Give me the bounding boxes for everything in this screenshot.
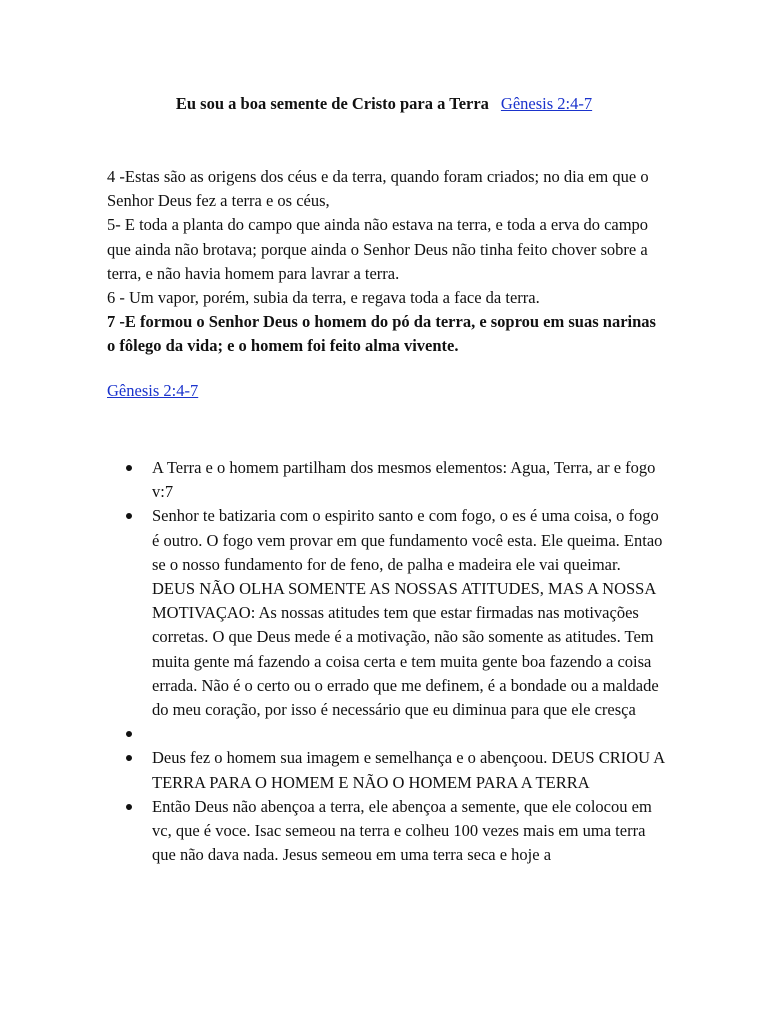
bullet-list (107, 456, 667, 867)
list-item (107, 795, 667, 868)
scripture-reference-link[interactable]: Gênesis 2:4-7 (107, 381, 199, 400)
list-item-text: Deus fez o homem sua imagem e semelhança e o abençoou. DEUS CRIOU A TERRA PARA O HOMEM E NÃO O HOMEM PARA A TERRA (152, 748, 665, 792)
bullet-icon (126, 804, 132, 810)
verse-4: 4 -Estas são as origens dos céus e da terra, quando foram criados; no dia em que o Senhor Deus fez a terra e os céus, (107, 167, 649, 211)
title-scripture-link[interactable]: Gênesis 2:4-7 (500, 94, 593, 113)
list-item (107, 504, 667, 722)
list-item (107, 746, 667, 794)
verse-7: 7 -E formou o Senhor Deus o homem do pó da terra, e soprou em suas narinas o fôlego da vida; e o homem foi feito alma vivente. (107, 312, 656, 356)
list-item-text: Então Deus não abençoa a terra, ele abençoa a semente, que ele colocou em vc, que é voce. Isac semeou na terra e colheu 100 vezes mais em uma terra que não dava nada. Jesus semeou em uma terra seca e hoje a (152, 796, 652, 865)
list-item-empty (107, 722, 667, 746)
bullet-icon (126, 755, 132, 761)
document-title: Eu sou a boa semente de Cristo para a Terra (175, 94, 489, 113)
bullet-icon (126, 513, 132, 519)
list-item-text: A Terra e o homem partilham dos mesmos elementos: Agua, Terra, ar e fogo v:7 (152, 458, 656, 502)
verse-6: 6 - Um vapor, porém, subia da terra, e regava toda a face da terra. (107, 288, 540, 308)
verse-5: 5- E toda a planta do campo que ainda não estava na terra, e toda a erva do campo que ainda não brotava; porque ainda o Senhor Deus não tinha feito chover sobre a terra, e não havia homem para lavrar a terra. (107, 215, 649, 283)
list-item (107, 456, 667, 504)
bullet-icon (126, 731, 132, 737)
bullet-icon (126, 465, 132, 471)
list-item-text: Senhor te batizaria com o espirito santo e com fogo, o es é uma coisa, o fogo é outro. O fogo vem provar em que fundamento você esta. Ele queima. Entao se o nosso fundamento for de feno, de palha e madeira ele vai queimar. DEUS NÃO OLHA SOMENTE AS NOSSAS ATITUDES, MAS A NOSSA MOTIVAÇAO: As nossas atitudes tem que estar firmadas nas motivações corretas. O que Deus mede é a motivação, não são somente as atitudes. Tem muita gente má fazendo a coisa certa e tem muita gente boa fazendo a coisa errada. Não é o certo ou o errado que me definem, é a bondade ou a maldade do meu coração, por isso é necessário que eu diminua para que ele cresça (152, 506, 663, 720)
verse-block (107, 165, 667, 359)
title-line (0, 93, 768, 115)
